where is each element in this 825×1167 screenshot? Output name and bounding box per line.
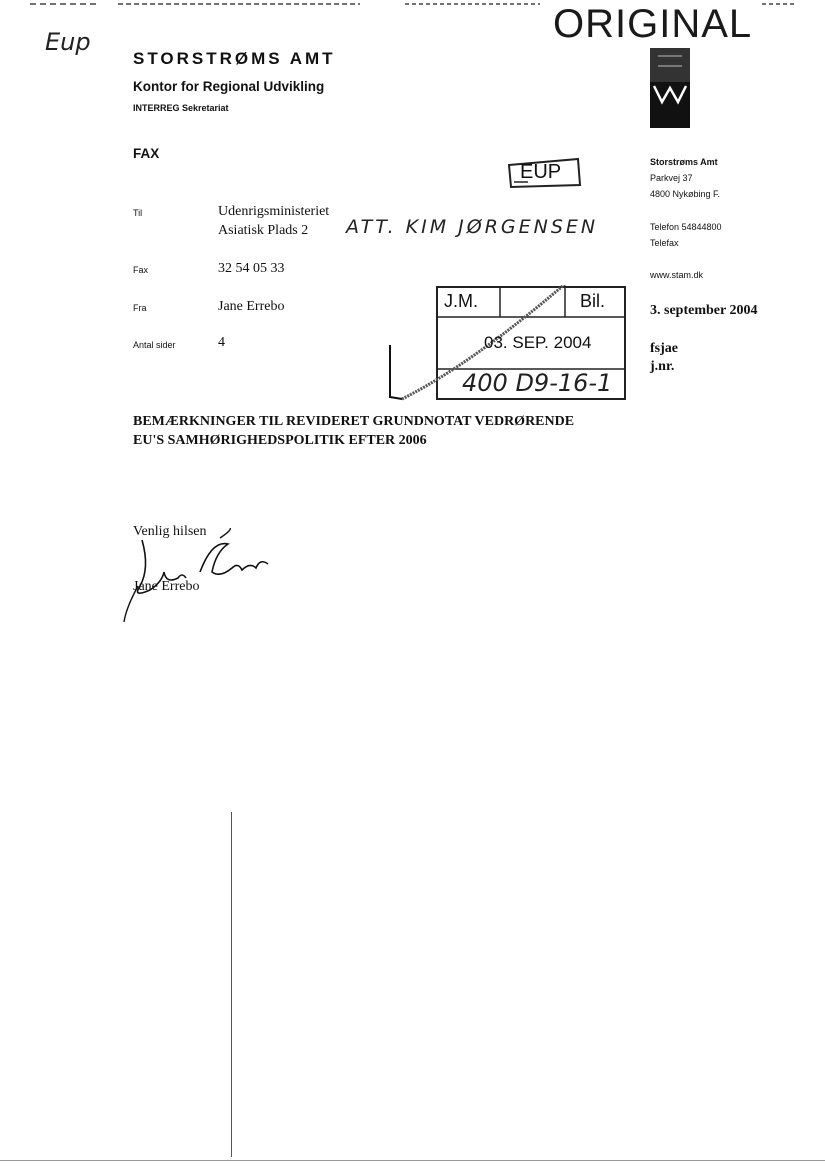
to-line2: Asiatisk Plads 2 bbox=[218, 223, 309, 238]
document-date: 3. september 2004 bbox=[650, 303, 758, 318]
sender-telefax: Telefax bbox=[650, 238, 679, 248]
handwritten-signature bbox=[120, 528, 280, 628]
sender-web: www.stam.dk bbox=[650, 270, 704, 280]
pages-count: 4 bbox=[218, 335, 225, 350]
from-label: Fra bbox=[133, 303, 147, 313]
reference-initials: fsjae bbox=[650, 341, 678, 356]
signer-name: Jane Errebo bbox=[133, 579, 200, 594]
received-stamp bbox=[380, 285, 630, 403]
eup-stamp bbox=[506, 155, 578, 185]
fax-label: Fax bbox=[133, 265, 149, 275]
pages-label: Antal sider bbox=[133, 340, 176, 350]
margin-handwritten-note: Eup bbox=[45, 28, 91, 56]
organization-unit: INTERREG Sekretariat bbox=[133, 103, 229, 113]
subject-line2: EU'S SAMHØRIGHEDSPOLITIK EFTER 2006 bbox=[133, 433, 427, 448]
document-type: FAX bbox=[133, 146, 160, 161]
eup-stamp-text: EUP bbox=[520, 161, 562, 183]
organization-name: STORSTRØMS AMT bbox=[133, 49, 336, 68]
to-line1: Udenrigsministeriet bbox=[218, 204, 330, 219]
closing-greeting: Venlig hilsen bbox=[133, 524, 207, 539]
storstroms-logo-icon bbox=[648, 44, 692, 130]
stamp-initials: J.M. bbox=[444, 291, 478, 311]
sender-street: Parkvej 37 bbox=[650, 173, 693, 183]
organization-department: Kontor for Regional Udvikling bbox=[133, 79, 325, 94]
sender-name: Storstrøms Amt bbox=[650, 157, 718, 167]
journal-number-label: j.nr. bbox=[650, 359, 675, 374]
stamp-file-number: 400 D9-16-1 bbox=[462, 369, 613, 397]
stamp-attachment: Bil. bbox=[580, 291, 606, 311]
stamp-date: 03. SEP. 2004 bbox=[484, 333, 592, 352]
sender-city: 4800 Nykøbing F. bbox=[650, 189, 721, 199]
subject-line1: BEMÆRKNINGER TIL REVIDERET GRUNDNOTAT VEDRØRENDE bbox=[133, 414, 575, 429]
attention-handwritten-note: ATT. KIM JØRGENSEN bbox=[346, 216, 599, 238]
fax-number: 32 54 05 33 bbox=[218, 261, 285, 276]
subject bbox=[133, 412, 574, 450]
bottom-edge-line bbox=[0, 1160, 825, 1161]
original-stamp: ORIGINAL bbox=[553, 2, 753, 46]
sender-phone: Telefon 54844800 bbox=[650, 222, 722, 232]
to-label: Til bbox=[133, 208, 143, 218]
scan-artifact-line bbox=[231, 812, 232, 1157]
from-name: Jane Errebo bbox=[218, 299, 285, 314]
